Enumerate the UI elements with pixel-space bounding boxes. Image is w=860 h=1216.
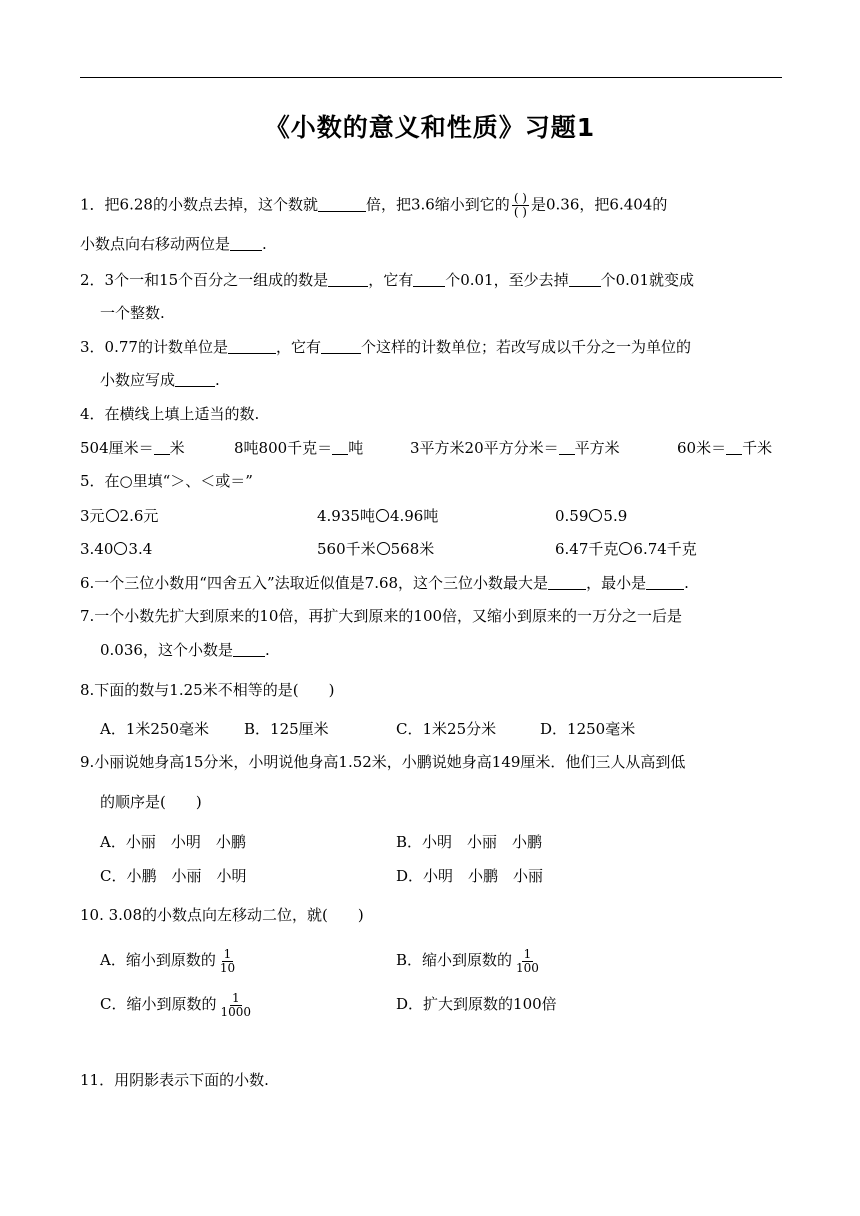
q4-blank-1[interactable] — [154, 439, 170, 455]
q10-b-text: B．缩小到原数的 — [396, 951, 513, 969]
q1-text-c: 是0.36，把6.404的 — [531, 195, 668, 214]
q1-frac-den[interactable]: ( ) — [513, 205, 527, 219]
q10-option-c[interactable] — [100, 990, 255, 1019]
q10-c-fraction — [218, 992, 253, 1019]
q5-r2c2-left: 560千米 — [317, 540, 376, 558]
q4-p1-right: 米 — [169, 439, 185, 457]
q1-line2 — [80, 233, 782, 255]
q5-r2c2 — [317, 538, 434, 560]
q9-text-2: 的顺序是( ) — [100, 793, 202, 811]
q2-line2 — [100, 302, 802, 324]
q6-blank-2[interactable] — [646, 574, 684, 590]
q1-blank-1[interactable] — [318, 196, 366, 212]
q7-line2 — [100, 639, 802, 661]
q4-blank-4[interactable] — [726, 439, 742, 455]
q5-r1c2-left: 4.935吨 — [317, 507, 375, 525]
q8-option-d[interactable]: D．1250毫米 — [540, 720, 636, 738]
q4-stem-text: 4．在横线上填上适当的数. — [80, 405, 260, 423]
q1-line1 — [80, 191, 782, 219]
q4-p3-left: 3平方米20平方分米＝ — [410, 439, 559, 457]
q6-period: . — [684, 574, 689, 592]
q10-stem — [80, 904, 782, 926]
q7-text-a: 7.一个小数先扩大到原来的10倍，再扩大到原来的100倍，又缩小到原来的一万分之一后是 — [80, 607, 683, 625]
q4-part3 — [410, 437, 620, 459]
q4-stem — [80, 403, 782, 425]
q10-c-text: C．缩小到原数的 — [100, 995, 217, 1013]
q1-text-b: 倍，把3.6缩小到它的 — [365, 195, 510, 214]
q10-b-num: 1 — [523, 946, 532, 961]
q5-stem-text: 5．在○里填“＞、＜或＝” — [80, 472, 253, 490]
q5-r2c1-right: 3.4 — [128, 540, 153, 558]
q6-text-b: ，最小是 — [586, 574, 647, 592]
q10-option-b[interactable] — [396, 946, 543, 975]
q9-line1 — [80, 751, 782, 773]
q3-line2 — [100, 369, 802, 391]
q7-line1 — [80, 605, 782, 627]
q2-line1 — [80, 269, 782, 291]
q7-period: . — [264, 641, 270, 659]
q4-part1 — [80, 437, 185, 459]
q5-stem — [80, 470, 782, 492]
q8-stem-text: 8.下面的数与1.25米不相等的是( ) — [80, 681, 335, 699]
page-title: 《小数的意义和性质》习题1 — [264, 113, 596, 142]
q1-frac-num[interactable]: ( ) — [513, 191, 527, 205]
q4-p2-left: 8吨800千克＝ — [234, 439, 333, 457]
q7-blank[interactable] — [233, 641, 265, 657]
q10-a-fraction — [218, 948, 237, 975]
q6-line — [80, 572, 782, 594]
q2-text-c: 个0.01，至少去掉 — [445, 271, 569, 289]
q5-r2c3 — [555, 538, 697, 560]
q3-blank-3[interactable] — [175, 371, 215, 387]
q9-text-1: 9.小丽说她身高15分米，小明说他身高1.52米，小鹏说她身高149厘米．他们三人从高到低 — [80, 753, 686, 771]
q5-r2c1-left: 3.40 — [80, 540, 114, 558]
compare-circle[interactable] — [619, 542, 632, 555]
q4-p1-left: 504厘米＝ — [80, 439, 154, 457]
compare-circle[interactable] — [377, 542, 390, 555]
q10-a-text: A．缩小到原数的 — [100, 951, 216, 969]
header-rule — [80, 77, 782, 78]
q5-r1c2-right: 4.96吨 — [389, 507, 439, 525]
q8-option-b[interactable]: B．125厘米 — [244, 720, 329, 738]
q3-blank-1[interactable] — [228, 338, 276, 354]
q4-blank-2[interactable] — [332, 439, 348, 455]
q8-option-c[interactable]: C．1米25分米 — [396, 720, 497, 738]
q8-stem — [80, 679, 782, 701]
q5-r1c1-right: 2.6元 — [119, 507, 159, 525]
q6-blank-1[interactable] — [548, 574, 586, 590]
q2-blank-3[interactable] — [569, 271, 601, 287]
q3-period: . — [215, 371, 220, 389]
q10-stem-text: 10. 3.08的小数点向左移动二位，就( ) — [80, 906, 364, 924]
q4-p3-right: 平方米 — [574, 439, 620, 457]
q3-text-b: ，它有 — [275, 338, 321, 356]
q8-option-a[interactable]: A．1米250毫米 — [100, 720, 210, 738]
q10-a-den: 10 — [219, 960, 236, 975]
q2-text-d: 个0.01就变成 — [600, 271, 695, 289]
q5-r1c3-right: 5.9 — [603, 507, 628, 525]
q3-line1 — [80, 336, 782, 358]
q4-part4 — [677, 437, 772, 459]
q5-r2c3-right: 6.74千克 — [633, 540, 697, 558]
compare-circle[interactable] — [589, 509, 602, 522]
q2-text-e: 一个整数. — [100, 304, 165, 322]
q3-text-a: 3．0.77的计数单位是 — [80, 338, 228, 356]
q2-text-b: ，它有 — [368, 271, 414, 289]
compare-circle[interactable] — [376, 509, 389, 522]
q6-text-a: 6.一个三位小数用“四舍五入”法取近似值是7.68，这个三位小数最大是 — [80, 574, 549, 592]
q3-blank-2[interactable] — [321, 338, 361, 354]
q2-blank-1[interactable] — [328, 271, 368, 287]
q5-r1c1-left: 3元 — [80, 507, 105, 525]
q11-stem-text: 11．用阴影表示下面的小数. — [80, 1071, 269, 1089]
q9-option-b[interactable]: B．小明 小丽 小鹏 — [396, 833, 543, 851]
q10-option-d[interactable]: D．扩大到原数的100倍 — [396, 995, 557, 1013]
q1-fraction — [512, 192, 529, 219]
q1-text-d: 小数点向右移动两位是 — [80, 235, 231, 253]
q4-p2-right: 吨 — [348, 439, 364, 457]
q4-part2 — [234, 437, 363, 459]
q5-r1c3 — [555, 505, 627, 527]
q10-a-num: 1 — [223, 946, 232, 961]
q5-r2c2-right: 568米 — [390, 540, 435, 558]
q5-r2c1 — [80, 538, 152, 560]
q5-r1c2 — [317, 505, 438, 527]
q10-option-a[interactable] — [100, 946, 239, 975]
q10-c-den: 1000 — [220, 1004, 252, 1019]
q4-p4-right: 千米 — [742, 439, 773, 457]
q11-stem — [80, 1069, 782, 1091]
q1-blank-2[interactable] — [230, 235, 262, 251]
q10-c-num: 1 — [231, 990, 240, 1005]
q3-text-d: 小数应写成 — [100, 371, 176, 389]
q9-line2 — [100, 791, 802, 813]
q5-r2c3-left: 6.47千克 — [555, 540, 619, 558]
q5-r1c1 — [80, 505, 158, 527]
q1-period: . — [262, 235, 267, 253]
q9-option-c[interactable]: C．小鹏 小丽 小明 — [100, 867, 247, 885]
q2-blank-2[interactable] — [413, 271, 445, 287]
q10-b-fraction — [514, 948, 541, 975]
q2-text-a: 2．3个一和15个百分之一组成的数是 — [80, 271, 329, 289]
q10-b-den: 100 — [516, 960, 539, 975]
q9-option-a[interactable]: A．小丽 小明 小鹏 — [100, 833, 246, 851]
q4-p4-left: 60米＝ — [677, 439, 727, 457]
q9-option-d[interactable]: D．小明 小鹏 小丽 — [396, 867, 544, 885]
q1-text-a: 1．把6.28的小数点去掉，这个数就 — [80, 195, 318, 214]
q4-blank-3[interactable] — [559, 439, 575, 455]
q7-text-b: 0.036，这个小数是 — [100, 641, 233, 659]
q3-text-c: 个这样的计数单位；若改写成以千分之一为单位的 — [360, 338, 691, 356]
compare-circle[interactable] — [114, 542, 127, 555]
q5-r1c3-left: 0.59 — [555, 507, 589, 525]
compare-circle[interactable] — [106, 509, 119, 522]
